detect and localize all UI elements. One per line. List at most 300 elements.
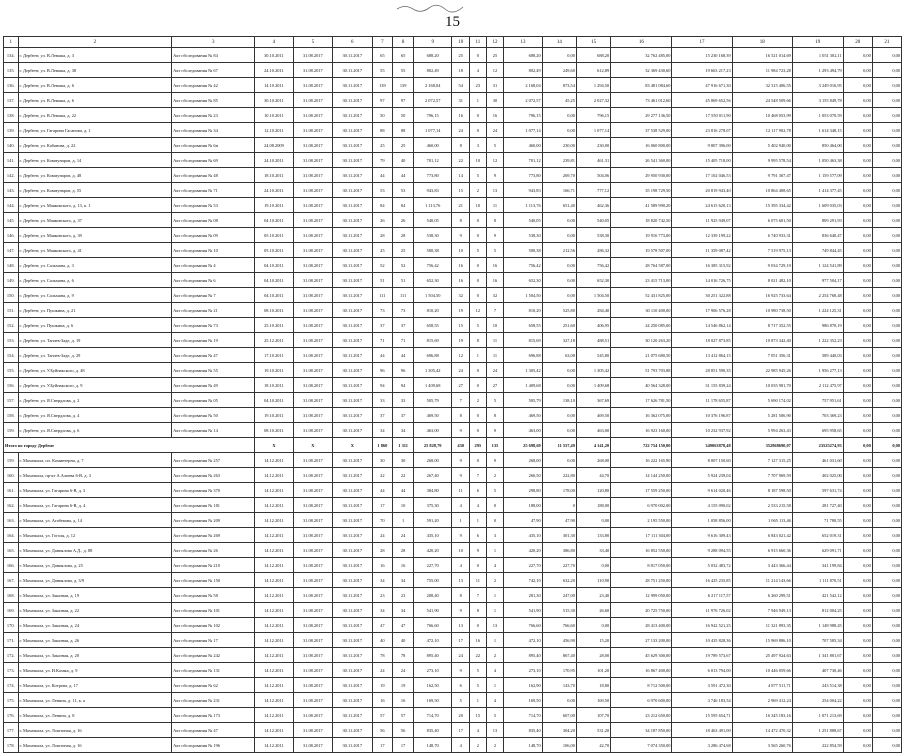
table-cell: 31.08.2017 — [293, 63, 332, 78]
table-cell: 14.12.2011 — [255, 693, 293, 708]
table-cell: 143. — [4, 183, 19, 198]
table-cell: 3 155 849,78 — [792, 93, 843, 108]
table-cell: 472,10 — [414, 633, 452, 648]
table-cell: 269,70 — [542, 168, 576, 183]
table-cell: 8 007 150,60 — [672, 453, 732, 468]
table-cell: 30.11.2017 — [333, 63, 372, 78]
table-cell: г. Махачкала, пл. Коминтерна, д. 7 — [18, 453, 172, 468]
table-cell: 55 — [393, 63, 414, 78]
table-cell: 504,06 — [576, 168, 610, 183]
table-cell: 30.11.2017 — [333, 153, 372, 168]
table-cell: Акт обследования № 42 — [172, 78, 255, 93]
table-cell: г. Махачкала, ул. Заказная, д. 26 — [18, 633, 172, 648]
table-cell: Акт обследования № 173 — [172, 708, 255, 723]
table-cell: Акт обследования № 14 — [172, 423, 255, 438]
table-cell: 1 — [393, 513, 414, 528]
table-cell: 1 — [452, 513, 470, 528]
table-cell: 0,00 — [872, 93, 901, 108]
table-cell: 688,20 — [576, 48, 610, 63]
table-cell: г. Махачкала, ул. Лоштоная, д. 16 — [18, 723, 172, 738]
table-cell: 78 — [393, 648, 414, 663]
table-cell: 1 065 113,46 — [732, 513, 792, 528]
table-cell: 540,05 — [414, 213, 452, 228]
table-cell: 150. — [4, 288, 19, 303]
table-cell: 14.12.2011 — [255, 543, 293, 558]
table-cell: 13 — [486, 183, 504, 198]
table-cell: 367,69 — [576, 393, 610, 408]
table-cell: 652 019,31 — [792, 528, 843, 543]
table-cell: 1 251 888,67 — [792, 723, 843, 738]
table-cell: 267,40 — [414, 468, 452, 483]
table-cell: 30.11.2017 — [333, 708, 372, 723]
table-cell: 146. — [4, 228, 19, 243]
table-cell: 461 031,60 — [792, 453, 843, 468]
table-cell: Акт обследования № 10 — [172, 243, 255, 258]
table-cell: 44 — [393, 483, 414, 498]
table-cell: 0,00 — [872, 183, 901, 198]
table-cell: 0 — [470, 258, 487, 273]
table-cell: 51 793 703,88 — [611, 363, 672, 378]
table-cell: 27 133 200,00 — [611, 633, 672, 648]
column-header: 17 — [672, 37, 732, 48]
table-cell: Акт обследования № 181 — [172, 498, 255, 513]
table-row — [4, 633, 902, 648]
table-cell: 0,00 — [843, 693, 872, 708]
table-cell: 0,00 — [843, 348, 872, 363]
table-cell: 809 291,93 — [792, 213, 843, 228]
table-cell: 30.11.2017 — [333, 48, 372, 63]
table-cell: Акт обследования № 50 — [172, 408, 255, 423]
table-cell: 15 — [452, 318, 470, 333]
table-cell: 05.10.2011 — [255, 228, 293, 243]
table-cell: 16 — [393, 693, 414, 708]
table-cell: 2 027,32 — [576, 93, 610, 108]
table-cell: 30.11.2017 — [333, 393, 372, 408]
table-cell: 30 — [372, 453, 393, 468]
table-cell: г. Дербент, ул. Гагарина Гасанова, д. 1 — [18, 123, 172, 138]
table-cell: 2 — [470, 738, 487, 753]
table-cell: г. Дербент, ул. Коммунаров, д. 55 — [18, 183, 172, 198]
table-cell: 31.08.2017 — [293, 618, 332, 633]
table-cell: 30.11.2017 — [333, 318, 372, 333]
subtotal-cell: 11 557,49 — [542, 438, 576, 453]
table-cell: 13 — [452, 618, 470, 633]
table-cell: 835,40 — [414, 723, 452, 738]
table-cell: 172. — [4, 648, 19, 663]
table-cell: 4 — [486, 693, 504, 708]
subtotal-cell: 1 311 — [393, 438, 414, 453]
table-cell: 9 — [486, 453, 504, 468]
table-cell: 10 980 738,50 — [732, 303, 792, 318]
table-cell: 31.08.2017 — [293, 588, 332, 603]
table-cell: 30.11.2017 — [333, 678, 372, 693]
table-cell: 773,80 — [414, 168, 452, 183]
table-cell: 755,00 — [414, 573, 452, 588]
table-cell: 1 504,50 — [504, 288, 542, 303]
table-cell: 23,40 — [576, 588, 610, 603]
table-cell: 24 250 085,00 — [611, 318, 672, 333]
table-cell: 1 504,50 — [414, 288, 452, 303]
table-cell: 31.08.2017 — [293, 48, 332, 63]
table-row — [4, 558, 902, 573]
table-cell: 0,00 — [843, 138, 872, 153]
table-cell: 15 230 168,39 — [672, 48, 732, 63]
table-cell: 16 852 550,00 — [611, 543, 672, 558]
table-cell: Акт обследования № 242 — [172, 648, 255, 663]
table-cell: 9 — [452, 423, 470, 438]
table-cell: 0,00 — [872, 618, 901, 633]
table-cell: 6 740 933,31 — [732, 228, 792, 243]
table-cell: 111 — [372, 288, 393, 303]
table-cell: 188,00 — [576, 498, 610, 513]
table-cell: 32 — [486, 288, 504, 303]
table-cell: 281,30 — [504, 588, 542, 603]
table-cell: 1 414 377,45 — [792, 183, 843, 198]
table-row — [4, 213, 902, 228]
table-cell: 9 807 396,00 — [672, 138, 732, 153]
table-cell: 44 — [372, 483, 393, 498]
table-cell: 0 — [470, 378, 487, 393]
table-cell: 22 985 945,26 — [732, 363, 792, 378]
table-cell: 13 — [452, 573, 470, 588]
table-cell: 0,00 — [843, 378, 872, 393]
table-cell: 0,00 — [843, 213, 872, 228]
table-cell: 12 — [486, 153, 504, 168]
table-cell: 0,00 — [872, 543, 901, 558]
table-row — [4, 198, 902, 213]
table-cell: 134. — [4, 48, 19, 63]
subtotal-cell: 0,00 — [843, 438, 872, 453]
table-cell: 15 — [452, 183, 470, 198]
table-cell: 0,00 — [542, 288, 576, 303]
table-cell: 28 — [372, 228, 393, 243]
table-cell: 33,40 — [576, 543, 610, 558]
table-cell: 1 — [470, 693, 487, 708]
table-cell: 17 111 304,00 — [611, 528, 672, 543]
table-cell: 31.08.2017 — [293, 378, 332, 393]
table-cell: 24.10.2011 — [255, 183, 293, 198]
table-cell: Акт обследования № 69 — [172, 153, 255, 168]
table-cell: 17 626 781,50 — [611, 393, 672, 408]
table-cell: 40 — [372, 633, 393, 648]
table-cell: 1 293 494,79 — [792, 63, 843, 78]
table-cell: 31.08.2017 — [293, 228, 332, 243]
table-cell: 0,00 — [843, 483, 872, 498]
table-cell: 0,00 — [872, 213, 901, 228]
table-cell: 9 — [452, 453, 470, 468]
table-cell: 714,70 — [414, 708, 452, 723]
table-cell: 268,00 — [504, 453, 542, 468]
table-cell: 14.12.2011 — [255, 708, 293, 723]
table-cell: 0,00 — [843, 678, 872, 693]
table-cell: 30 120 263,20 — [611, 333, 672, 348]
table-cell: 14.12.2011 — [255, 618, 293, 633]
table-cell: 30.11.2017 — [333, 528, 372, 543]
table-cell: 0,00 — [843, 513, 872, 528]
table-cell: 31.08.2017 — [293, 183, 332, 198]
table-cell: 0,00 — [872, 288, 901, 303]
table-cell: 0,00 — [872, 333, 901, 348]
table-cell: 4 — [470, 723, 487, 738]
table-cell: 0,00 — [843, 198, 872, 213]
table-cell: 589 440,03 — [792, 348, 843, 363]
table-cell: 31.08.2017 — [293, 678, 332, 693]
table-cell: 30.11.2017 — [333, 108, 372, 123]
table-cell: 16 060 800,00 — [611, 138, 672, 153]
table-cell: 30.11.2017 — [333, 573, 372, 588]
table-cell: 30.11.2017 — [333, 228, 372, 243]
table-cell: 10.10.2011 — [255, 108, 293, 123]
table-cell: 31.08.2017 — [293, 333, 332, 348]
table-cell: 8 — [486, 213, 504, 228]
table-cell: г. Дербент, ул. Сальмана, д. 9 — [18, 288, 172, 303]
table-cell: 11 976 726,02 — [672, 603, 732, 618]
table-cell: 796,15 — [504, 108, 542, 123]
table-cell: 15 969 886,10 — [732, 633, 792, 648]
table-row — [4, 423, 902, 438]
table-cell: 227,70 — [414, 558, 452, 573]
table-cell: 406,95 — [576, 318, 610, 333]
table-cell: 11 — [452, 483, 470, 498]
table-cell: 0 — [470, 618, 487, 633]
table-cell: 23 816 278,07 — [672, 123, 732, 138]
table-cell: 10 435 828,36 — [672, 633, 732, 648]
table-cell: 2 — [486, 738, 504, 753]
table-cell: 1 — [486, 633, 504, 648]
table-cell: 20 — [452, 708, 470, 723]
table-cell: 810,20 — [414, 303, 452, 318]
table-cell: 31.08.2017 — [293, 543, 332, 558]
table-cell: 0,00 — [872, 243, 901, 258]
table-cell: 0,00 — [843, 468, 872, 483]
table-cell: 30.11.2017 — [333, 123, 372, 138]
column-header: 14 — [542, 37, 576, 48]
table-row — [4, 543, 902, 558]
table-cell: 30 — [393, 453, 414, 468]
table-cell: 10 873 342,40 — [732, 333, 792, 348]
table-cell: 31.08.2017 — [293, 468, 332, 483]
table-cell: 222 854,59 — [792, 738, 843, 753]
table-cell: 0,00 — [843, 108, 872, 123]
table-cell: 19 663 217,23 — [672, 63, 732, 78]
table-cell: Акт обследования № 71 — [172, 183, 255, 198]
table-cell: 21 — [452, 198, 470, 213]
table-cell: 5 — [470, 243, 487, 258]
table-cell: 6 — [452, 678, 470, 693]
table-cell: 695 958,65 — [792, 423, 843, 438]
table-cell: г. Дербент, ул. Сальмана, д. 6 — [18, 273, 172, 288]
table-cell: 836 640,47 — [792, 228, 843, 243]
table-cell: 13 — [486, 618, 504, 633]
table-cell: 97 — [372, 93, 393, 108]
table-cell: 10 468 053,99 — [732, 108, 792, 123]
table-cell: г. Дербент, ул. В.Леваша, д. 22 — [18, 108, 172, 123]
table-row — [4, 618, 902, 633]
table-cell: 30.11.2017 — [333, 93, 372, 108]
table-row — [4, 393, 902, 408]
table-cell: 4 877 511,71 — [732, 678, 792, 693]
table-cell: 31.08.2017 — [293, 138, 332, 153]
table-cell: 56 — [393, 723, 414, 738]
table-cell: 3 286 474,68 — [672, 738, 732, 753]
table-row — [4, 363, 902, 378]
table-cell: 8 — [452, 588, 470, 603]
table-cell: 8 817 050,00 — [611, 558, 672, 573]
table-cell: 9 — [452, 528, 470, 543]
table-cell: 6 260 299,51 — [732, 588, 792, 603]
table-cell: 402 025,00 — [792, 468, 843, 483]
table-cell: Акт обследования № 48 — [172, 168, 255, 183]
table-cell: 30.11.2017 — [333, 513, 372, 528]
table-cell: 9 — [452, 603, 470, 618]
table-cell: Акт обследования № 47 — [172, 723, 255, 738]
table-cell: Акт обследования № 84 — [172, 48, 255, 63]
table-cell: 0,00 — [843, 498, 872, 513]
table-cell: 30.11.2017 — [333, 543, 372, 558]
table-cell: 11 984 723,28 — [732, 63, 792, 78]
table-cell: 178. — [4, 738, 19, 753]
table-cell: 1 077,14 — [576, 123, 610, 138]
table-cell: 32 369 430,60 — [611, 63, 672, 78]
table-cell: 18 — [452, 63, 470, 78]
table-cell: 28 764 587,00 — [611, 258, 672, 273]
table-cell: 943,83 — [414, 183, 452, 198]
table-cell: 0,00 — [843, 588, 872, 603]
table-cell: 212,56 — [542, 243, 576, 258]
table-cell: Акт обследования № 19 — [172, 333, 255, 348]
table-cell: 0,00 — [872, 153, 901, 168]
table-cell: 0,00 — [872, 708, 901, 723]
table-cell: 31.08.2017 — [293, 408, 332, 423]
table-cell: 0,00 — [872, 303, 901, 318]
table-cell: 0,00 — [872, 663, 901, 678]
table-row — [4, 378, 902, 393]
table-cell: 10 232 937,92 — [672, 423, 732, 438]
table-cell: 05.10.2011 — [255, 243, 293, 258]
table-cell: 9 616 309,43 — [672, 528, 732, 543]
table-cell: 30.11.2017 — [333, 288, 372, 303]
table-cell: 19 789 573,67 — [672, 648, 732, 663]
table-cell: 8 — [470, 333, 487, 348]
table-cell: 6 — [470, 528, 487, 543]
table-cell: 500,38 — [414, 243, 452, 258]
table-cell: 14.12.2011 — [255, 648, 293, 663]
table-cell: 0 — [470, 363, 487, 378]
table-cell: 24 615 620,13 — [672, 198, 732, 213]
table-cell: 435,10 — [414, 528, 452, 543]
table-cell: 31.08.2017 — [293, 513, 332, 528]
table-cell: 9 034 729,19 — [732, 258, 792, 273]
table-cell: 658,55 — [504, 318, 542, 333]
table-cell: 5 — [470, 663, 487, 678]
table-cell: г. Дербент, ул. Коммунаров, д. 48 — [18, 168, 172, 183]
table-cell: 0,00 — [843, 93, 872, 108]
table-cell: 460,00 — [414, 138, 452, 153]
table-cell: 04.10.2011 — [255, 288, 293, 303]
table-cell: 57 — [393, 708, 414, 723]
table-cell: 1 111 870,51 — [792, 573, 843, 588]
table-cell: 0 — [470, 288, 487, 303]
table-cell: 26 — [393, 213, 414, 228]
table-cell: 4 — [470, 63, 487, 78]
table-cell: Акт обследования № 7 — [172, 288, 255, 303]
table-row — [4, 663, 902, 678]
table-cell: 0,00 — [843, 153, 872, 168]
table-cell: 0,00 — [872, 168, 901, 183]
table-cell: 169,50 — [414, 693, 452, 708]
table-cell: 162,50 — [414, 678, 452, 693]
table-cell: 30.11.2017 — [333, 168, 372, 183]
table-cell: г. Махачкала, ул. Даниялова, д. 25 — [18, 558, 172, 573]
table-cell: 0,00 — [843, 333, 872, 348]
table-cell: 651,40 — [542, 198, 576, 213]
table-cell: 652,30 — [504, 273, 542, 288]
table-cell: 943,83 — [504, 183, 542, 198]
table-cell: 0,00 — [843, 633, 872, 648]
table-cell: 488,51 — [576, 333, 610, 348]
table-cell: 11 — [470, 573, 487, 588]
table-cell: 0,00 — [872, 198, 901, 213]
table-cell: 14.12.2011 — [255, 633, 293, 648]
table-row — [4, 723, 902, 738]
table-cell: 31.08.2017 — [293, 648, 332, 663]
table-cell: 71 — [393, 333, 414, 348]
table-cell: 688,20 — [414, 48, 452, 63]
table-cell: 53 — [372, 183, 393, 198]
table-cell: г. Дербент, ул. Маяковского, д. 13, к. 1 — [18, 198, 172, 213]
table-cell: 0,00 — [843, 558, 872, 573]
table-cell: 0,00 — [843, 603, 872, 618]
table-cell: 10 035 981,70 — [732, 378, 792, 393]
table-cell: 14 144 250,00 — [611, 468, 672, 483]
table-cell: 18.10.2011 — [255, 168, 293, 183]
table-cell: 21 075 680,50 — [611, 348, 672, 363]
table-cell: 977 504,17 — [792, 273, 843, 288]
table-cell: 47,90 — [542, 513, 576, 528]
table-cell: 45 629 300,00 — [611, 648, 672, 663]
table-cell: 139 — [393, 78, 414, 93]
table-cell: 16 923 160,00 — [611, 423, 672, 438]
table-cell: 254 004,22 — [792, 693, 843, 708]
table-cell: 0 — [470, 123, 487, 138]
column-header: 5 — [293, 37, 332, 48]
table-cell: 31 — [486, 78, 504, 93]
table-cell: 0 — [486, 498, 504, 513]
table-cell: 2 072,57 — [414, 93, 452, 108]
table-cell: 1 051 302,11 — [792, 48, 843, 63]
table-cell: 1 222 352,23 — [792, 333, 843, 348]
table-cell: 25 497 924,63 — [732, 648, 792, 663]
table-cell: 0,00 — [542, 408, 576, 423]
table-cell: 24.10.2011 — [255, 153, 293, 168]
table-cell: 176. — [4, 708, 19, 723]
table-cell: 4 — [486, 558, 504, 573]
table-cell: 802,49 — [504, 63, 542, 78]
table-cell: 0,00 — [872, 468, 901, 483]
table-cell: 472,10 — [504, 633, 542, 648]
table-row — [4, 123, 902, 138]
table-cell: 0 — [470, 408, 487, 423]
table-cell: 34 — [372, 423, 393, 438]
table-cell: 0,00 — [872, 378, 901, 393]
table-cell: 37 — [372, 408, 393, 423]
table-cell: 5 402 940,00 — [732, 138, 792, 153]
subtotal-cell: 135 — [486, 438, 504, 453]
table-cell: 0,00 — [542, 258, 576, 273]
table-cell: 17 — [372, 738, 393, 753]
table-cell: 463,00 — [576, 423, 610, 438]
table-cell: 30.11.2017 — [333, 78, 372, 93]
